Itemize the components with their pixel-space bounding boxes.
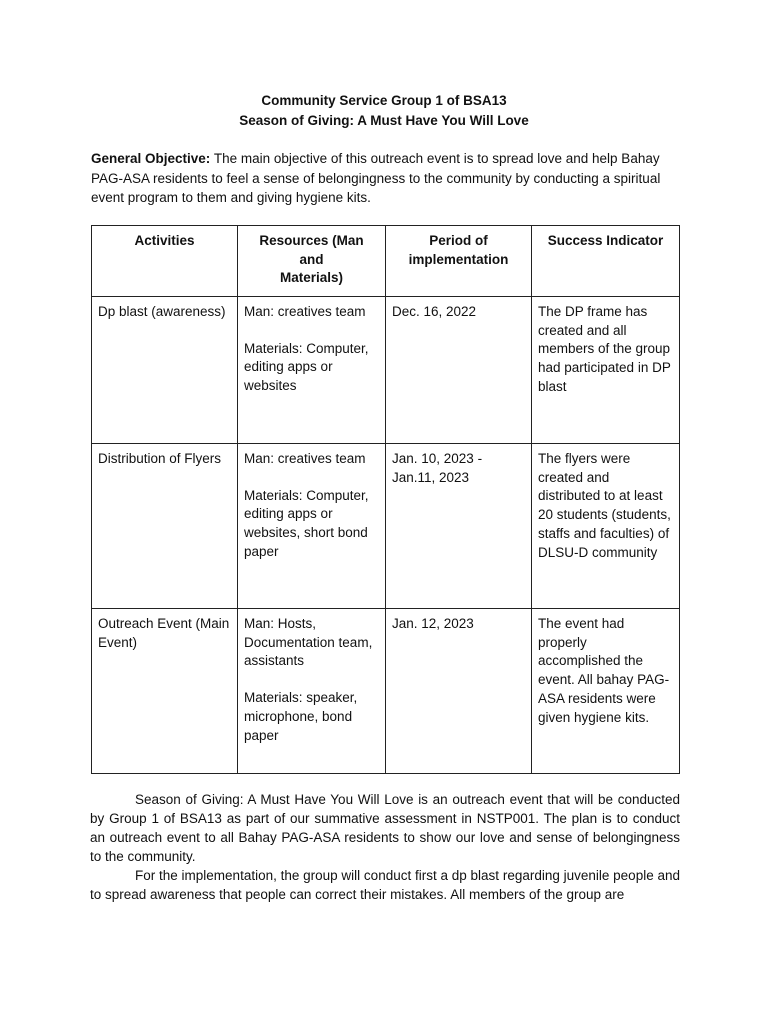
period-cell: Jan. 10, 2023 - Jan.11, 2023	[386, 444, 532, 609]
resources-cell	[238, 444, 386, 609]
resources-man: Man: creatives team	[244, 304, 366, 319]
header-period	[386, 226, 532, 297]
period-cell: Dec. 16, 2022	[386, 297, 532, 444]
resources-materials: Materials: speaker, microphone, bond paper	[244, 690, 358, 743]
header-resources-line3: Materials)	[279, 270, 344, 286]
header-period-line2: implementation	[408, 251, 509, 267]
resources-man: Man: creatives team	[244, 451, 366, 466]
header-success-indicator: Success Indicator	[532, 226, 680, 297]
resources-materials: Materials: Computer, editing apps or websites, short bond paper	[244, 487, 369, 559]
table-row	[92, 609, 680, 774]
document-subtitle: Season of Giving: A Must Have You Will Love	[239, 113, 529, 128]
table-header-row	[92, 226, 680, 297]
resources-materials: Materials: Computer, editing apps or websites	[244, 340, 369, 394]
success-cell: The flyers were created and distributed to at least 20 students (students, staffs and faculties) of DLSU-D community	[532, 444, 680, 609]
activity-plan-table	[91, 225, 680, 774]
header-activities: Activities	[92, 226, 238, 297]
table-row	[92, 297, 680, 444]
header-period-line1: Period of	[429, 233, 488, 248]
general-objective	[91, 149, 681, 208]
resources-cell	[238, 297, 386, 444]
document-title: Community Service Group 1 of BSA13	[261, 93, 507, 108]
resources-man: Man: Hosts, Documentation team, assistants	[244, 616, 373, 669]
body-paragraph-1: Season of Giving: A Must Have You Will Love is an outreach event that will be conducted by Group 1 of BSA13 as part of our summative assessment in NSTP001. The plan is to conduct an outreach event to all Bahay PAG-ASA residents to show our love and sense of belongingness to the community.	[90, 792, 680, 864]
table-row	[92, 444, 680, 609]
period-cell: Jan. 12, 2023	[386, 609, 532, 774]
header-resources-line2: and	[299, 251, 324, 267]
success-cell: The event had properly accomplished the event. All bahay PAG-ASA residents were given hygiene kits.	[532, 609, 680, 774]
body-paragraph-2: For the implementation, the group will conduct first a dp blast regarding juvenile people and to spread awareness that people can correct their mistakes. All members of the group are	[90, 868, 680, 902]
general-objective-label: General Objective:	[91, 151, 211, 166]
body-text	[90, 790, 680, 904]
header-resources	[238, 226, 386, 297]
activity-cell: Dp blast (awareness)	[92, 297, 238, 444]
header-resources-line1: Resources (Man	[259, 233, 364, 248]
resources-cell	[238, 609, 386, 774]
activity-cell: Distribution of Flyers	[92, 444, 238, 609]
activity-cell: Outreach Event (Main Event)	[92, 609, 238, 774]
general-objective-text: The main objective of this outreach event is to spread love and help Bahay PAG-ASA residents to feel a sense of belongingness to the community by conducting a spiritual event program to them and giving hygiene kits.	[91, 151, 661, 205]
success-cell: The DP frame has created and all members of the group had participated in DP blast	[532, 297, 680, 444]
